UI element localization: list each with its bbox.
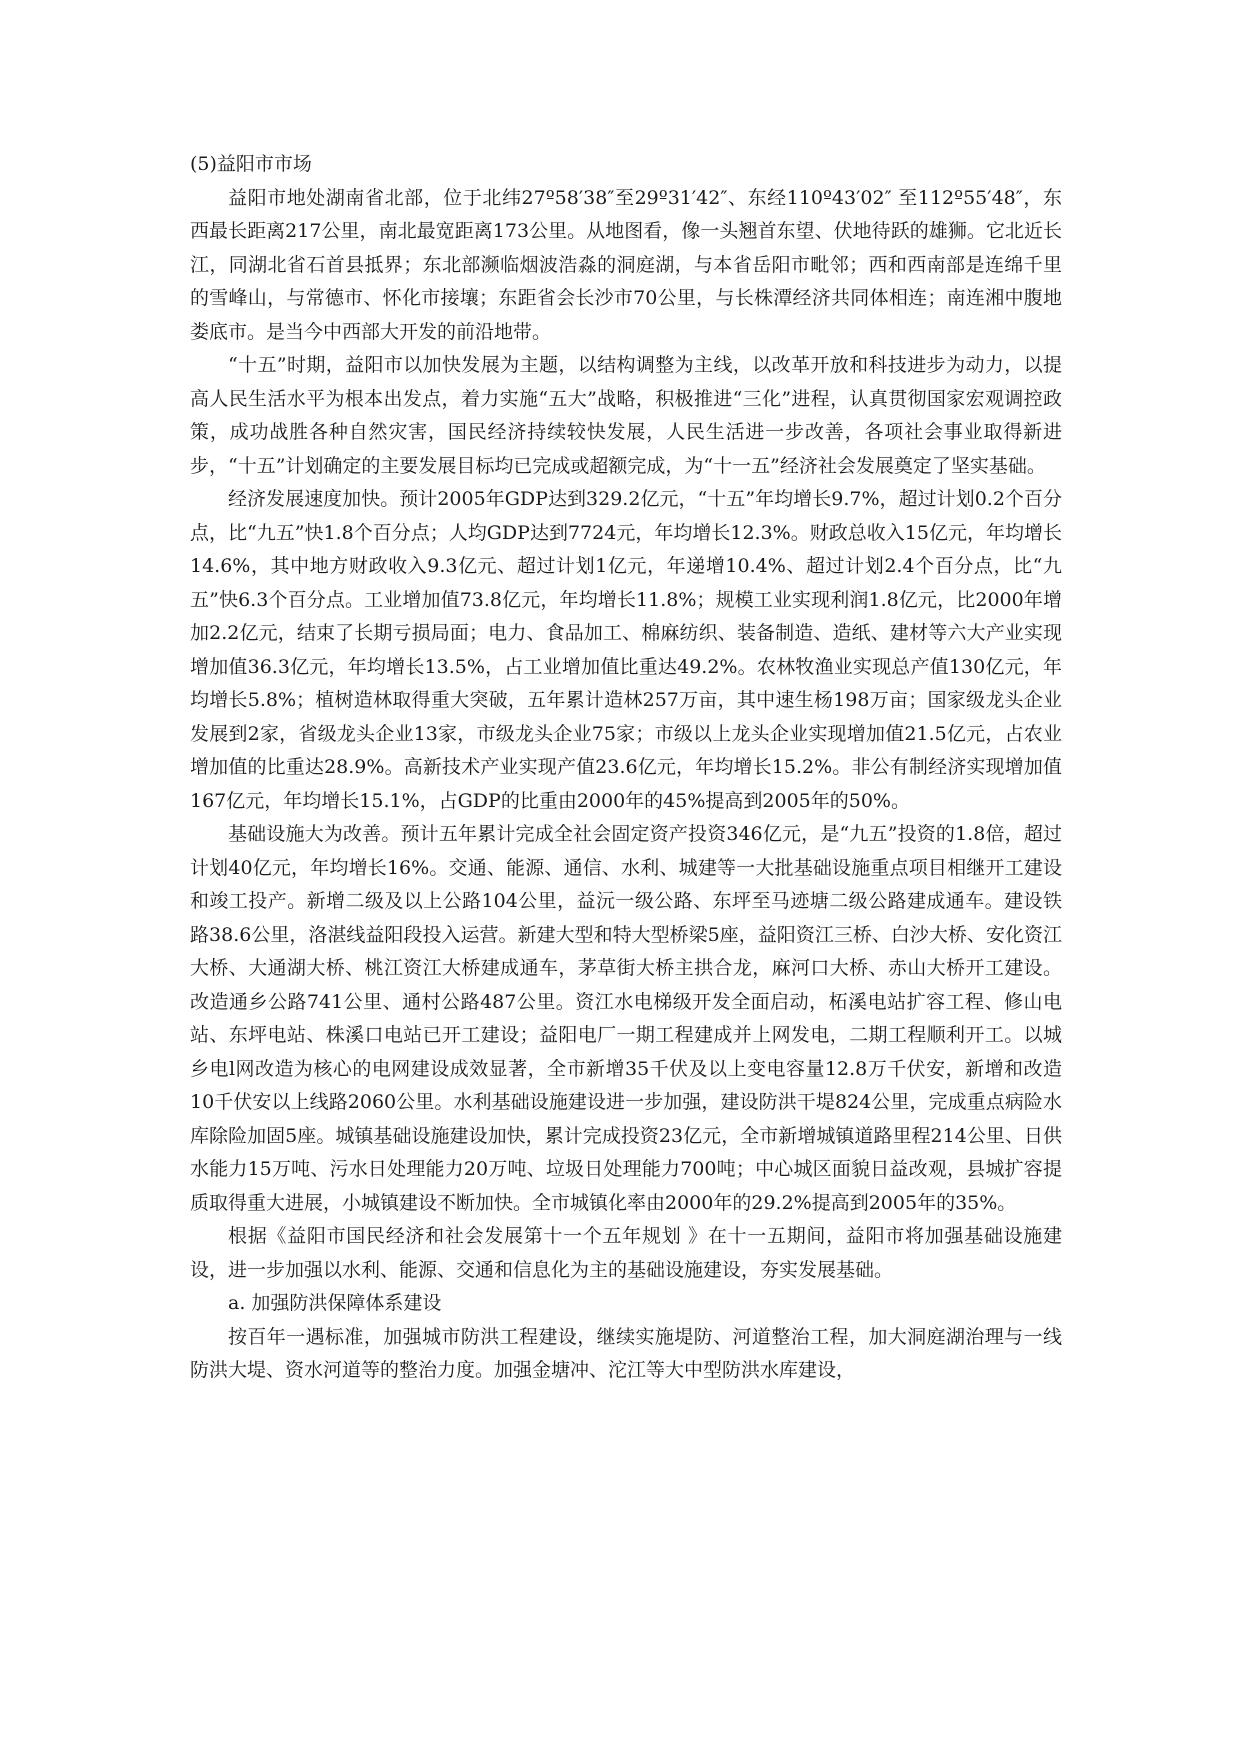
paragraph-infrastructure: 基础设施大为改善。预计五年累计完成全社会固定资产投资346亿元，是“九五”投资的1.8倍，超过计划40亿元，年均增长16%。交通、能源、通信、水利、城建等一大批基础设施重点项目相继开工建设和竣工投产。新增二级及以上公路104公里，益沅一级公路、东坪至马迹塘二级公路建成通车。建设铁路38.6公里，洛湛线益阳段投入运营。新建大型和特大型桥梁5座，益阳资江三桥、白沙大桥、安化资江大桥、大通湖大桥、桃江资江大桥建成通车，茅草街大桥主拱合龙，麻河口大桥、赤山大桥开工建设。改造通乡公路741公里、通村公路487公里。资江水电梯级开发全面启动，柘溪电站扩容工程、修山电站、东坪电站、株溪口电站已开工建设；益阳电厂一期工程建成并上网发电，二期工程顺利开工。以城乡电l网改造为核心的电网建设成效显著，全市新增35千伏及以上变电容量12.8万千伏安，新增和改造10千伏安以上线路2060公里。水利基础设施建设进一步加强，建设防洪干堤824公里，完成重点病险水库除险加固5座。城镇基础设施建设加快，累计完成投资23亿元，全市新增城镇道路里程214公里、日供水能力15万吨、污水日处理能力20万吨、垃圾日处理能力700吨；中心城区面貌日益改观，县城扩容提质取得重大进展，小城镇建设不断加快。全市城镇化率由2000年的29.2%提高到2005年的35%。: [190, 823, 1062, 1214]
paragraph-location: 益阳市地处湖南省北部，位于北纬27º58′38″至29º31′42″、东经110º43′02″ 至112º55′48″，东西最长距离217公里，南北最宽距离173公里。从地图看，像一头翘首东望、伏地待跃的雄狮。它北近长江，同湖北省石首县抵界；东北部濒临烟波浩淼的洞庭湖，与本省岳阳市毗邻；西和西南部是连绵千里的雪峰山，与常德市、怀化市接壤；东距省会长沙市70公里，与长株潭经济共同体相连；南连湘中腹地娄底市。是当今中西部大开发的前沿地带。: [190, 186, 1062, 343]
paragraph-economic-growth: 经济发展速度加快。预计2005年GDP达到329.2亿元，“十五”年均增长9.7%，超过计划0.2个百分点，比“九五”快1.8个百分点；人均GDP达到7724元，年均增长12.3%。财政总收入15亿元，年均增长14.6%，其中地方财政收入9.3亿元、超过计划1亿元，年递增10.4%、超过计划2.4个百分点，比“九五”快6.3个百分点。工业增加值73.8亿元，年均增长11.8%；规模工业实现利润1.8亿元，比2000年增加2.2亿元，结束了长期亏损局面；电力、食品加工、棉麻纺织、装备制造、造纸、建材等六大产业实现增加值36.3亿元，年均增长13.5%，占工业增加值比重达49.2%。农林牧渔业实现总产值130亿元，年均增长5.8%；植树造林取得重大突破，五年累计造林257万亩，其中速生杨198万亩；国家级龙头企业发展到2家，省级龙头企业13家，市级龙头企业75家；市级以上龙头企业实现增加值21.5亿元，占农业增加值的比重达28.9%。高新技术产业实现产值23.6亿元，年均增长15.2%。非公有制经济实现增加值167亿元，年均增长15.1%，占GDP的比重由2000年的45%提高到2005年的50%。: [190, 488, 1062, 812]
paragraph-flood-control: 按百年一遇标准，加强城市防洪工程建设，继续实施堤防、河道整治工程，加大洞庭湖治理与一线防洪大堤、资水河道等的整治力度。加强金塘冲、沱江等大中型防洪水库建设，: [190, 1325, 1062, 1381]
paragraph-eleventh-five-year-plan: 根据《益阳市国民经济和社会发展第十一个五年规划 》在十一五期间，益阳市将加强基础设施建设，进一步加强以水利、能源、交通和信息化为主的基础设施建设，夯实发展基础。: [190, 1225, 1062, 1281]
section-title: (5)益阳市市场: [190, 153, 312, 175]
paragraph-tenth-five-year-overview: “十五”时期，益阳市以加快发展为主题，以结构调整为主线，以改革开放和科技进步为动力，以提高人民生活水平为根本出发点，着力实施“五大”战略，积极推进“三化”进程，认真贯彻国家宏观调控政策，成功战胜各种自然灾害，国民经济持续较快发展，人民生活进一步改善，各项社会事业取得新进步，“十五”计划确定的主要发展目标均已完成或超额完成，为“十一五”经济社会发展奠定了坚实基础。: [190, 354, 1062, 477]
subheading-flood-control: a. 加强防洪保障体系建设: [228, 1292, 442, 1314]
document-body: [190, 148, 1062, 1388]
